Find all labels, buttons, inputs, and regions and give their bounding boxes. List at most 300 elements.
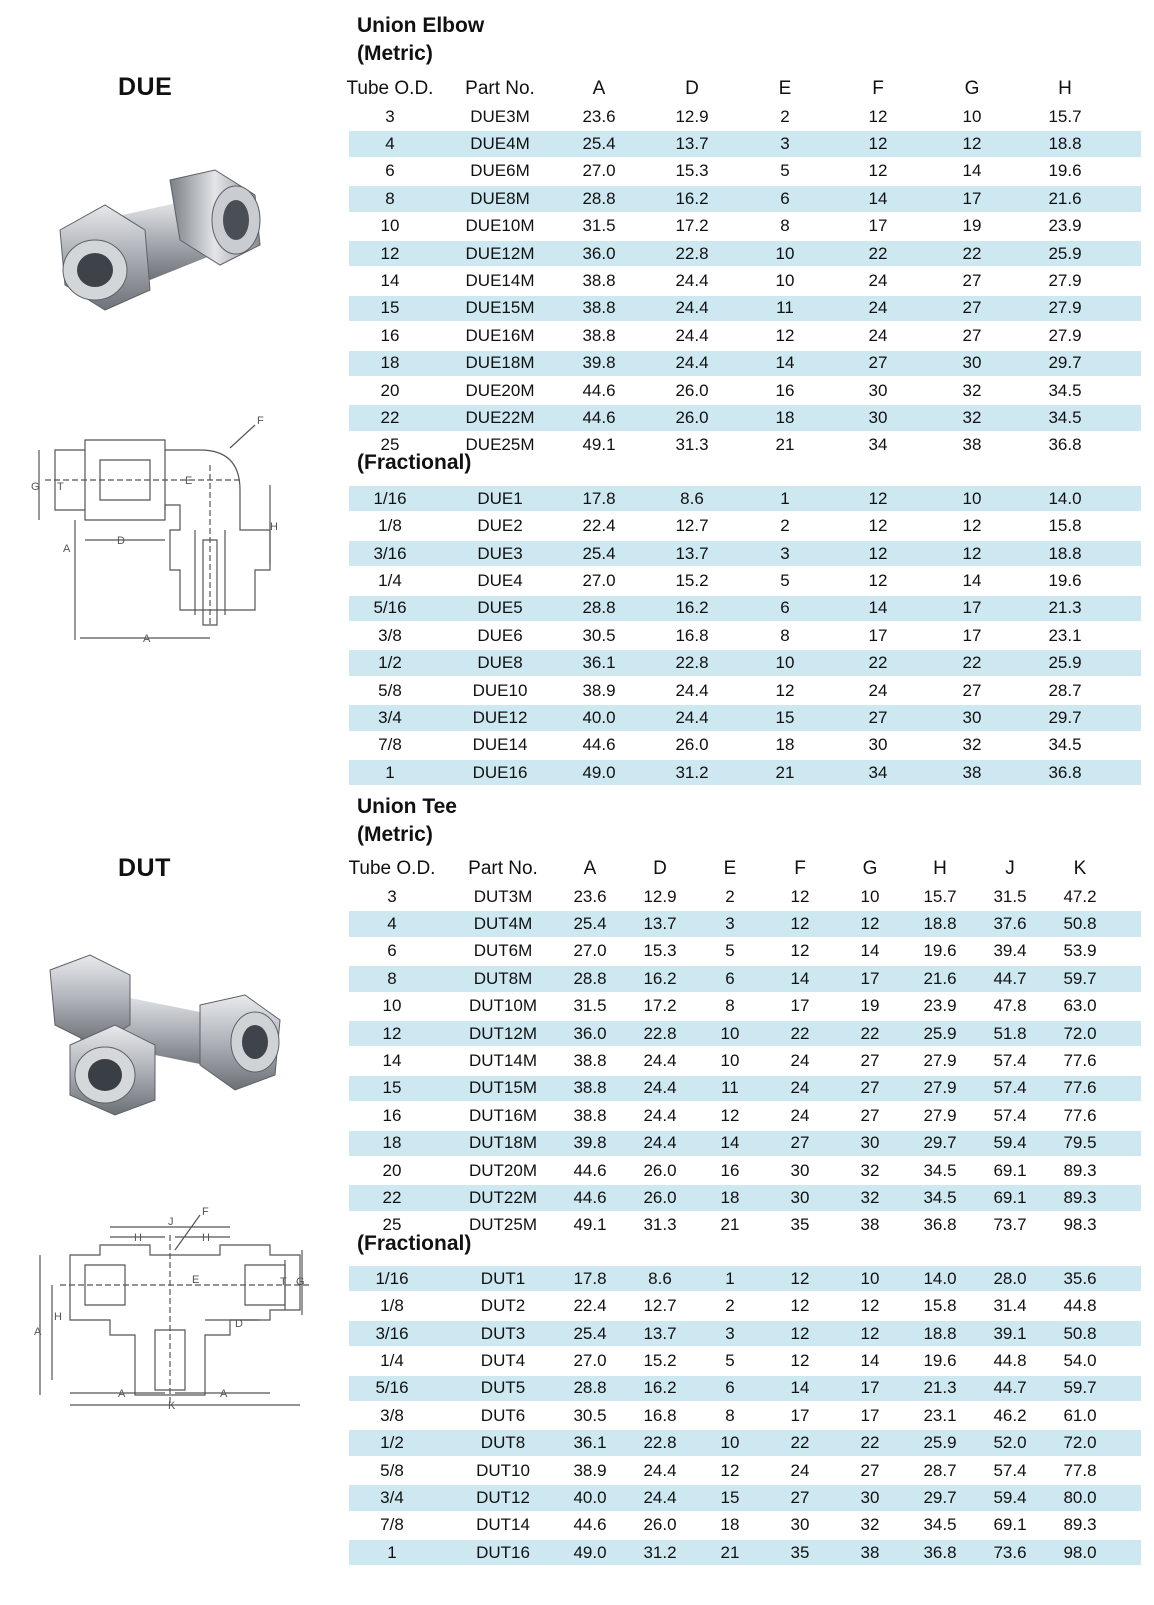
table-row <box>349 1457 1141 1484</box>
svg-text:T: T <box>57 481 64 493</box>
dut-col-tube-od: Tube O.D. <box>348 858 436 879</box>
table-cell: 12.9 <box>643 886 677 906</box>
due-col-a: A <box>592 78 606 99</box>
table-cell: 6 <box>780 598 790 618</box>
table-cell: DUT10M <box>468 996 538 1016</box>
table-cell: 16 <box>720 1160 740 1180</box>
table-cell: 14 <box>860 941 880 961</box>
table-cell: 8 <box>387 968 397 988</box>
svg-text:E: E <box>185 475 193 487</box>
table-cell: 38.8 <box>573 1078 607 1098</box>
table-cell: DUT10 <box>476 1460 530 1480</box>
table-cell: 12 <box>790 1350 810 1370</box>
table-cell: 38 <box>860 1542 880 1562</box>
table-cell: 30 <box>962 353 982 373</box>
table-cell: 31.3 <box>643 1215 677 1235</box>
table-cell: 73.6 <box>993 1542 1027 1562</box>
table-row <box>349 1075 1141 1102</box>
table-cell: 18 <box>775 407 795 427</box>
svg-text:A: A <box>143 633 151 645</box>
due-col-f: F <box>872 78 884 99</box>
table-cell: 53.9 <box>1063 941 1097 961</box>
table-cell: 26.0 <box>643 1160 677 1180</box>
table-cell: 30 <box>790 1160 810 1180</box>
table-cell: 14 <box>962 161 982 181</box>
table-cell: 22.8 <box>675 243 709 263</box>
table-cell: 52.0 <box>993 1433 1027 1453</box>
table-cell: 77.6 <box>1063 1105 1097 1125</box>
table-cell: DUT14 <box>476 1515 530 1535</box>
table-cell: 32 <box>860 1187 880 1207</box>
table-cell: 3 <box>780 134 790 154</box>
table-cell: 63.0 <box>1063 996 1097 1016</box>
table-row <box>349 103 1141 130</box>
svg-text:J: J <box>168 1216 174 1228</box>
table-cell: 12 <box>868 570 888 590</box>
table-cell: 32 <box>962 735 982 755</box>
dut-fractional-rows <box>349 1265 1141 1566</box>
table-cell: 29.7 <box>1048 707 1082 727</box>
table-cell: 34.5 <box>1048 735 1082 755</box>
table-cell: 16.8 <box>675 625 709 645</box>
table-cell: 29.7 <box>923 1487 957 1507</box>
table-cell: 24.4 <box>643 1133 677 1153</box>
table-cell: 57.4 <box>993 1460 1027 1480</box>
dut-fractional-label: (Fractional) <box>357 1232 472 1255</box>
table-cell: 12 <box>775 325 795 345</box>
table-cell: 40.0 <box>573 1487 607 1507</box>
due-col-part-no: Part No. <box>465 78 535 99</box>
due-col-h: H <box>1058 78 1072 99</box>
table-cell: 30 <box>868 735 888 755</box>
table-cell: 8.6 <box>648 1268 672 1288</box>
dut-product-code: DUT <box>118 854 171 882</box>
table-cell: 30.5 <box>582 625 616 645</box>
table-cell: DUT3 <box>480 1323 526 1343</box>
table-cell: 17 <box>868 216 888 236</box>
table-cell: 22 <box>790 1433 810 1453</box>
table-cell: 27 <box>962 271 982 291</box>
table-cell: 50.8 <box>1063 914 1097 934</box>
table-cell: 15.3 <box>643 941 677 961</box>
table-cell: DUE6M <box>470 161 530 181</box>
table-cell: 39.1 <box>993 1323 1027 1343</box>
table-cell: 21 <box>775 435 795 455</box>
table-cell: 38.8 <box>582 325 616 345</box>
table-cell: 27 <box>860 1078 880 1098</box>
table-cell: 24 <box>868 298 888 318</box>
table-row <box>349 965 1141 992</box>
table-cell: 31.2 <box>675 762 709 782</box>
table-cell: 27 <box>860 1105 880 1125</box>
table-cell: 26.0 <box>675 380 709 400</box>
table-cell: 17.8 <box>573 1268 607 1288</box>
svg-text:H: H <box>54 1311 62 1323</box>
table-cell: 59.7 <box>1063 968 1097 988</box>
table-cell: 38.8 <box>582 298 616 318</box>
table-cell: 1/8 <box>380 1296 404 1316</box>
table-cell: 17 <box>790 996 810 1016</box>
table-cell: 26.0 <box>675 407 709 427</box>
table-cell: 13.7 <box>643 914 677 934</box>
table-row <box>349 213 1141 240</box>
table-cell: 2 <box>780 106 790 126</box>
table-cell: 1 <box>387 1542 397 1562</box>
table-cell: 38 <box>962 435 982 455</box>
table-cell: 31.4 <box>993 1296 1027 1316</box>
table-cell: DUE3 <box>477 543 523 563</box>
table-cell: 35 <box>790 1215 810 1235</box>
table-cell: 6 <box>725 968 735 988</box>
table-cell: 14 <box>790 1378 810 1398</box>
due-title <box>357 12 484 68</box>
table-cell: 28.8 <box>582 598 616 618</box>
table-cell: 3 <box>780 543 790 563</box>
svg-text:A: A <box>220 1388 228 1400</box>
table-cell: 51.8 <box>993 1023 1027 1043</box>
table-cell: 3 <box>385 106 395 126</box>
table-cell: 27.0 <box>573 941 607 961</box>
dut-col-a: A <box>583 858 597 879</box>
table-cell: 1/8 <box>378 516 402 536</box>
dut-header-row <box>349 855 1141 883</box>
table-cell: 15.2 <box>643 1350 677 1370</box>
table-row <box>349 240 1141 267</box>
table-cell: 1 <box>725 1268 735 1288</box>
table-cell: 24.4 <box>675 298 709 318</box>
table-cell: 69.1 <box>993 1187 1027 1207</box>
table-cell: 12 <box>962 543 982 563</box>
dut-col-part-no: Part No. <box>468 858 538 879</box>
table-cell: 10 <box>775 243 795 263</box>
table-cell: 31.2 <box>643 1542 677 1562</box>
table-row <box>349 1375 1141 1402</box>
table-cell: 17 <box>860 968 880 988</box>
table-cell: DUT6M <box>473 941 533 961</box>
svg-text:H: H <box>202 1232 210 1244</box>
table-cell: 14 <box>868 188 888 208</box>
table-cell: 24 <box>868 325 888 345</box>
table-cell: 15.3 <box>675 161 709 181</box>
table-cell: 1/4 <box>380 1350 404 1370</box>
table-row <box>349 1130 1141 1157</box>
table-cell: 77.6 <box>1063 1051 1097 1071</box>
table-cell: 25.9 <box>923 1433 957 1453</box>
table-cell: 16.2 <box>643 1378 677 1398</box>
table-cell: 54.0 <box>1063 1350 1097 1370</box>
table-cell: 21.6 <box>923 968 957 988</box>
table-cell: 15.2 <box>675 570 709 590</box>
table-cell: 10 <box>720 1433 740 1453</box>
table-cell: 21.3 <box>923 1378 957 1398</box>
dut-col-f: F <box>794 858 806 879</box>
table-cell: 28.8 <box>582 188 616 208</box>
table-cell: 17 <box>790 1405 810 1425</box>
table-cell: 44.6 <box>573 1160 607 1180</box>
due-col-d: D <box>685 78 699 99</box>
table-cell: 1/2 <box>380 1433 404 1453</box>
table-cell: 1/16 <box>375 1268 409 1288</box>
table-cell: 1 <box>780 488 790 508</box>
table-cell: 18 <box>380 353 400 373</box>
table-cell: 12 <box>860 1323 880 1343</box>
table-cell: DUE20M <box>465 380 535 400</box>
table-cell: 1 <box>385 762 395 782</box>
table-cell: 36.8 <box>1048 762 1082 782</box>
table-cell: 25.4 <box>573 1323 607 1343</box>
table-cell: 13.7 <box>675 134 709 154</box>
table-cell: DUT16M <box>468 1105 538 1125</box>
table-cell: DUE12 <box>472 707 528 727</box>
table-cell: 27 <box>868 353 888 373</box>
table-cell: 98.0 <box>1063 1542 1097 1562</box>
table-cell: 25.4 <box>573 914 607 934</box>
svg-text:K: K <box>168 1400 176 1412</box>
table-cell: 44.7 <box>993 968 1027 988</box>
dut-table <box>349 855 1141 1566</box>
table-cell: 14 <box>962 570 982 590</box>
table-cell: 5/16 <box>375 1378 409 1398</box>
table-cell: 12 <box>860 1296 880 1316</box>
table-cell: DUT4 <box>480 1350 526 1370</box>
table-cell: 27.9 <box>1048 325 1082 345</box>
table-cell: 19.6 <box>923 941 957 961</box>
table-cell: 18 <box>382 1133 402 1153</box>
table-cell: 15.7 <box>1048 106 1082 126</box>
svg-text:F: F <box>257 415 264 427</box>
table-row <box>349 130 1141 157</box>
table-cell: DUT5 <box>480 1378 526 1398</box>
svg-text:H: H <box>134 1232 142 1244</box>
svg-text:D: D <box>117 535 125 547</box>
table-cell: 17.2 <box>675 216 709 236</box>
table-cell: 72.0 <box>1063 1433 1097 1453</box>
table-cell: 59.7 <box>1063 1378 1097 1398</box>
table-row <box>349 158 1141 185</box>
table-cell: 22 <box>868 653 888 673</box>
table-cell: 27.9 <box>923 1078 957 1098</box>
table-cell: 89.3 <box>1063 1187 1097 1207</box>
table-cell: 31.3 <box>675 435 709 455</box>
table-cell: 35.6 <box>1063 1268 1097 1288</box>
table-cell: 44.8 <box>1063 1296 1097 1316</box>
table-cell: DUE12M <box>465 243 535 263</box>
union-elbow-photo <box>40 160 290 325</box>
table-cell: 38.8 <box>573 1105 607 1125</box>
table-cell: 36.1 <box>582 653 616 673</box>
table-cell: 27 <box>790 1487 810 1507</box>
table-cell: DUT16 <box>476 1542 530 1562</box>
table-cell: 12 <box>720 1460 740 1480</box>
table-row <box>349 540 1141 567</box>
table-cell: 15.8 <box>1048 516 1082 536</box>
table-cell: DUE4M <box>470 134 530 154</box>
table-cell: 5/8 <box>380 1460 404 1480</box>
table-cell: 7/8 <box>380 1515 404 1535</box>
table-cell: 23.6 <box>582 106 616 126</box>
table-cell: 12 <box>775 680 795 700</box>
table-cell: 34.5 <box>923 1187 957 1207</box>
table-row <box>349 185 1141 212</box>
table-cell: DUE16M <box>465 325 535 345</box>
table-cell: 28.7 <box>923 1460 957 1480</box>
table-row <box>349 1020 1141 1047</box>
table-row <box>349 377 1141 404</box>
table-cell: 20 <box>382 1160 402 1180</box>
table-cell: 12 <box>868 516 888 536</box>
table-cell: 16 <box>382 1105 402 1125</box>
table-cell: DUT8 <box>480 1433 526 1453</box>
table-cell: 19 <box>962 216 982 236</box>
table-cell: 16 <box>775 380 795 400</box>
table-cell: 17.2 <box>643 996 677 1016</box>
table-cell: DUE14 <box>472 735 528 755</box>
table-row <box>349 512 1141 539</box>
table-cell: 3 <box>725 914 735 934</box>
table-cell: 34.5 <box>923 1160 957 1180</box>
table-cell: 49.0 <box>573 1542 607 1562</box>
table-cell: DUT3M <box>473 886 533 906</box>
table-cell: 59.4 <box>993 1487 1027 1507</box>
table-cell: 15 <box>720 1487 740 1507</box>
table-cell: 24.4 <box>675 353 709 373</box>
table-cell: DUE10M <box>465 216 535 236</box>
table-row <box>349 1320 1141 1347</box>
table-cell: 21 <box>720 1215 740 1235</box>
table-cell: 28.8 <box>573 1378 607 1398</box>
table-cell: 15 <box>382 1078 402 1098</box>
table-cell: 24.4 <box>643 1105 677 1125</box>
table-cell: 6 <box>387 941 397 961</box>
table-cell: 25 <box>382 1215 402 1235</box>
table-cell: 32 <box>962 380 982 400</box>
table-cell: 19 <box>860 996 880 1016</box>
table-cell: 30 <box>860 1133 880 1153</box>
table-cell: 38.8 <box>573 1051 607 1071</box>
table-cell: 21 <box>775 762 795 782</box>
due-product-code: DUE <box>118 73 173 101</box>
table-cell: 12 <box>382 1023 402 1043</box>
table-cell: 12 <box>790 1296 810 1316</box>
table-cell: 23.9 <box>1048 216 1082 236</box>
table-cell: 77.6 <box>1063 1078 1097 1098</box>
table-cell: 16 <box>380 325 400 345</box>
table-cell: 14 <box>860 1350 880 1370</box>
table-cell: 17 <box>860 1405 880 1425</box>
table-cell: 32 <box>860 1515 880 1535</box>
table-cell: 34 <box>868 435 888 455</box>
table-cell: 36.0 <box>573 1023 607 1043</box>
table-cell: 3 <box>387 886 397 906</box>
table-cell: 18 <box>720 1187 740 1207</box>
table-cell: 57.4 <box>993 1105 1027 1125</box>
table-cell: 16.2 <box>675 188 709 208</box>
table-cell: 14 <box>868 598 888 618</box>
dut-title-line2: (Metric) <box>357 823 433 846</box>
table-cell: 61.0 <box>1063 1405 1097 1425</box>
table-cell: 38.9 <box>573 1460 607 1480</box>
table-cell: 57.4 <box>993 1078 1027 1098</box>
table-cell: DUE6 <box>477 625 523 645</box>
table-cell: 27.0 <box>573 1350 607 1370</box>
table-cell: 8 <box>780 625 790 645</box>
due-col-g: G <box>964 78 980 99</box>
table-cell: 27 <box>962 298 982 318</box>
table-cell: 25.9 <box>1048 243 1082 263</box>
table-cell: 17 <box>860 1378 880 1398</box>
table-cell: 8 <box>725 996 735 1016</box>
dut-title <box>357 793 457 849</box>
table-cell: 11 <box>776 298 794 318</box>
table-cell: 13.7 <box>643 1323 677 1343</box>
table-cell: DUE3M <box>470 106 530 126</box>
due-col-tube-od: Tube O.D. <box>346 78 434 99</box>
table-row <box>349 1347 1141 1374</box>
table-cell: 14 <box>790 968 810 988</box>
table-cell: 49.1 <box>582 435 616 455</box>
table-row <box>349 1047 1141 1074</box>
table-cell: 32 <box>860 1160 880 1180</box>
table-cell: 11 <box>721 1078 739 1098</box>
table-cell: 30 <box>790 1515 810 1535</box>
table-cell: 44.7 <box>993 1378 1027 1398</box>
union-tee-drawing <box>30 1205 310 1415</box>
table-cell: 26.0 <box>643 1515 677 1535</box>
table-cell: 17 <box>868 625 888 645</box>
table-row <box>349 1402 1141 1429</box>
table-row <box>349 1512 1141 1539</box>
table-cell: 14 <box>382 1051 402 1071</box>
table-cell: 23.1 <box>1048 625 1082 645</box>
table-cell: 23.6 <box>573 886 607 906</box>
table-cell: 12 <box>790 1323 810 1343</box>
table-cell: 12 <box>790 1268 810 1288</box>
table-cell: 23.1 <box>923 1405 957 1425</box>
due-fractional-rows <box>349 485 1141 786</box>
table-cell: 27.0 <box>582 161 616 181</box>
table-cell: 3/8 <box>378 625 402 645</box>
table-cell: 12 <box>868 134 888 154</box>
table-cell: 14 <box>380 271 400 291</box>
table-cell: 46.2 <box>993 1405 1027 1425</box>
table-cell: 27 <box>860 1051 880 1071</box>
table-cell: 18.8 <box>1048 134 1082 154</box>
table-cell: 24 <box>790 1105 810 1125</box>
table-cell: 13.7 <box>675 543 709 563</box>
table-cell: 24 <box>790 1460 810 1480</box>
table-cell: 12 <box>962 134 982 154</box>
table-cell: 27 <box>868 707 888 727</box>
table-cell: 14 <box>775 353 795 373</box>
table-row <box>349 322 1141 349</box>
table-cell: 29.7 <box>1048 353 1082 373</box>
table-cell: 38.9 <box>582 680 616 700</box>
table-cell: 34 <box>868 762 888 782</box>
table-cell: 38 <box>860 1215 880 1235</box>
table-cell: 22.8 <box>643 1433 677 1453</box>
table-cell: 34.5 <box>1048 380 1082 400</box>
table-cell: 3/16 <box>373 543 407 563</box>
table-cell: 89.3 <box>1063 1160 1097 1180</box>
table-cell: 21.3 <box>1048 598 1082 618</box>
table-cell: 44.6 <box>582 735 616 755</box>
table-row <box>349 1102 1141 1129</box>
table-cell: 22.8 <box>643 1023 677 1043</box>
table-cell: DUT2 <box>480 1296 526 1316</box>
table-cell: 22.8 <box>675 653 709 673</box>
table-cell: 34.5 <box>1048 407 1082 427</box>
dut-col-k: K <box>1073 858 1087 879</box>
